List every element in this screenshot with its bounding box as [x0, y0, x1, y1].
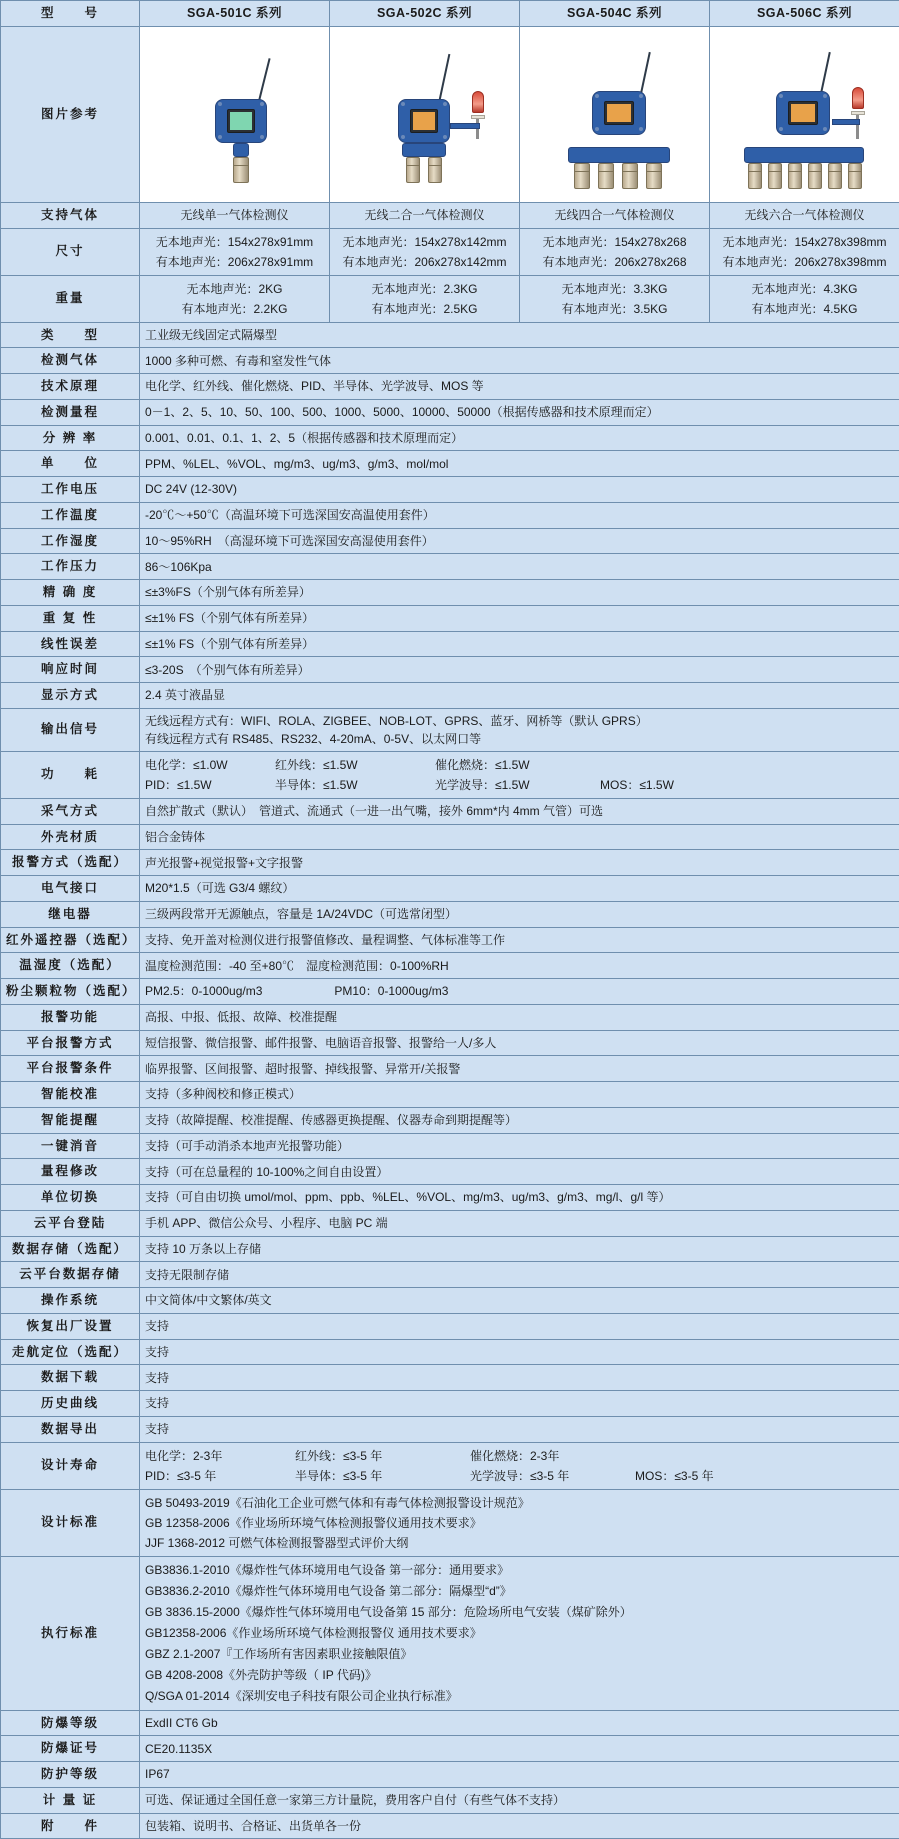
table-row-temp-humidity-option [1, 953, 899, 979]
life-infrared: 红外线：≤3-5 年 [295, 1447, 470, 1465]
table-row-data-export [1, 1416, 899, 1442]
dimensions-3-line1: 无本地声光：154x278x268 [525, 232, 704, 252]
row-label-pressure: 工作压力 [1, 554, 140, 580]
row-label-response-time: 响应时间 [1, 657, 140, 683]
sensor-manifold [402, 143, 446, 157]
row-value-one-key-mute: 支持（可手动消杀本地声光报警功能） [140, 1133, 899, 1159]
six-gas-detector-illustration [710, 27, 899, 202]
row-label-detected-gas: 检测气体 [1, 348, 140, 374]
row-label-platform-alarm-condition: 平台报警条件 [1, 1056, 140, 1082]
dimensions-1-line2: 有本地声光：206x278x91mm [145, 252, 324, 272]
beacon-pole [476, 119, 479, 139]
table-row-technology [1, 374, 899, 400]
row-value-cloud-storage: 支持无限制存储 [140, 1262, 899, 1288]
row-label-accessories: 附 件 [1, 1813, 140, 1839]
gas-sensor-probe [233, 157, 249, 183]
row-label-temp-humidity-option: 温湿度（选配） [1, 953, 140, 979]
row-value-output-signal [140, 708, 899, 751]
weight-3-line2: 有本地声光：3.5KG [525, 299, 704, 319]
weight-2 [330, 275, 520, 322]
table-row-accessories [1, 1813, 899, 1839]
execution-standard-item: GB 4208-2008《外壳防护等级（ IP 代码)》 [145, 1665, 894, 1686]
weight-2-line1: 无本地声光：2.3KG [335, 279, 514, 299]
row-value-housing-material: 铝合金铸体 [140, 824, 899, 850]
gas-sensor-probe [748, 163, 762, 189]
row-value-alarm-function: 高报、中报、低报、故障、校准提醒 [140, 1004, 899, 1030]
row-value-power [140, 751, 899, 798]
table-row-unit-switch [1, 1185, 899, 1211]
row-value-ex-rating: ExdII CT6 Gb [140, 1710, 899, 1736]
gas-sensor-probe [768, 163, 782, 189]
sensor-manifold [233, 143, 249, 157]
bolt-icon [595, 127, 599, 131]
row-value-technology: 电化学、红外线、催化燃烧、PID、半导体、光学波导、MOS 等 [140, 374, 899, 400]
model-col-3: SGA-504C 系列 [520, 1, 710, 27]
gas-sensor-probe [828, 163, 842, 189]
table-row-alarm-function [1, 1004, 899, 1030]
model-col-4: SGA-506C 系列 [710, 1, 899, 27]
row-value-data-download: 支持 [140, 1365, 899, 1391]
bolt-icon [218, 102, 222, 106]
row-label-output-signal: 输出信号 [1, 708, 140, 751]
row-label-linearity: 线性误差 [1, 631, 140, 657]
power-infrared: 红外线：≤1.5W [275, 756, 435, 774]
row-value-factory-reset: 支持 [140, 1313, 899, 1339]
row-label-factory-reset: 恢复出厂设置 [1, 1313, 140, 1339]
row-label-technology: 技术原理 [1, 374, 140, 400]
row-label-ex-certificate: 防爆证号 [1, 1736, 140, 1762]
table-row-dimensions [1, 228, 899, 275]
row-label-model: 型 号 [1, 1, 140, 27]
supported-gas-1: 无线单一气体检测仪 [140, 202, 330, 228]
row-value-design-standard [140, 1489, 899, 1556]
supported-gas-3: 无线四合一气体检测仪 [520, 202, 710, 228]
weight-1-line2: 有本地声光：2.2KG [145, 299, 324, 319]
life-semiconductor: 半导体：≤3-5 年 [295, 1467, 470, 1485]
table-row-smart-reminder [1, 1107, 899, 1133]
row-label-temperature: 工作温度 [1, 502, 140, 528]
weight-3-line1: 无本地声光：3.3KG [525, 279, 704, 299]
table-row-range-modification [1, 1159, 899, 1185]
table-row-pressure [1, 554, 899, 580]
row-label-execution-standard: 执行标准 [1, 1556, 140, 1710]
row-value-accessories: 包装箱、说明书、合格证、出货单各一份 [140, 1813, 899, 1839]
dimensions-2-line1: 无本地声光：154x278x142mm [335, 232, 514, 252]
antenna-icon [257, 58, 271, 105]
table-row-cloud-storage [1, 1262, 899, 1288]
row-value-platform-alarm-condition: 临界报警、区间报警、超时报警、掉线报警、异常开/关报警 [140, 1056, 899, 1082]
row-label-operating-system: 操作系统 [1, 1288, 140, 1314]
table-row-alarm-mode [1, 850, 899, 876]
row-value-display: 2.4 英寸液晶显 [140, 683, 899, 709]
table-row-cloud-login [1, 1210, 899, 1236]
beacon-base [851, 111, 865, 115]
gas-sensor-probe [622, 163, 638, 189]
table-row-design-life [1, 1442, 899, 1489]
bolt-icon [260, 135, 264, 139]
row-value-smart-reminder: 支持（故障提醒、校准提醒、传感器更换提醒、仪器寿命到期提醒等） [140, 1107, 899, 1133]
row-label-unit: 单 位 [1, 451, 140, 477]
row-value-data-storage: 支持 10 万条以上存储 [140, 1236, 899, 1262]
alarm-beacon-icon [472, 91, 484, 113]
bolt-icon [639, 94, 643, 98]
dimensions-3-line2: 有本地声光：206x278x268 [525, 252, 704, 272]
supported-gas-4: 无线六合一气体检测仪 [710, 202, 899, 228]
beacon-base [471, 115, 485, 119]
row-label-repeatability: 重 复 性 [1, 605, 140, 631]
sensor-manifold [568, 147, 670, 163]
table-row-voltage [1, 477, 899, 503]
table-row-resolution [1, 425, 899, 451]
row-value-unit-switch: 支持（可自由切换 umol/mol、ppm、ppb、%LEL、%VOL、mg/m3、ug/m3、g/m3、mg/l、g/l 等） [140, 1185, 899, 1211]
row-value-smart-calibration: 支持（多种阀校和修正模式） [140, 1082, 899, 1108]
execution-standard-item: GB 3836.15-2000《爆炸性气体环境用电气设备第 15 部分：危险场所电气安装（煤矿除外） [145, 1602, 894, 1623]
life-pid: PID：≤3-5 年 [145, 1467, 295, 1485]
single-gas-detector-illustration [140, 27, 329, 202]
row-label-range-modification: 量程修改 [1, 1159, 140, 1185]
mounting-bracket [450, 123, 480, 129]
table-row-factory-reset [1, 1313, 899, 1339]
row-value-platform-alarm-mode: 短信报警、微信报警、邮件报警、电脑语音报警、报警给一人/多人 [140, 1030, 899, 1056]
table-row-response-time [1, 657, 899, 683]
row-value-cloud-login: 手机 APP、微信公众号、小程序、电脑 PC 端 [140, 1210, 899, 1236]
table-row-display [1, 683, 899, 709]
row-label-unit-switch: 单位切换 [1, 1185, 140, 1211]
row-label-humidity: 工作湿度 [1, 528, 140, 554]
table-row-ex-rating [1, 1710, 899, 1736]
output-signal-wireless: 无线远程方式有：WIFI、ROLA、ZIGBEE、NOB-LOT、GPRS、蓝牙、网桥等（默认 GPRS） [145, 712, 894, 730]
mounting-bracket [832, 119, 860, 125]
model-col-2: SGA-502C 系列 [330, 1, 520, 27]
execution-standard-item: Q/SGA 01-2014《深圳安电子科技有限公司企业执行标准》 [145, 1686, 894, 1707]
device-image-cell-4 [710, 26, 899, 202]
output-signal-wired: 有线远程方式有 RS485、RS232、4-20mA、0-5V、以太网口等 [145, 730, 894, 748]
row-value-metering-certificate: 可选、保证通过全国任意一家第三方计量院，费用客户自付（有些气体不支持） [140, 1787, 899, 1813]
row-label-dimensions: 尺寸 [1, 228, 140, 275]
row-value-accuracy: ≤±3%FS（个别气体有所差异） [140, 580, 899, 606]
execution-standard-item: GB3836.1-2010《爆炸性气体环境用电气设备 第一部分：通用要求》 [145, 1560, 894, 1581]
row-label-smart-reminder: 智能提醒 [1, 1107, 140, 1133]
table-row-relay [1, 901, 899, 927]
table-row-operating-system [1, 1288, 899, 1314]
row-value-electrical-interface: M20*1.5（可选 G3/4 螺纹） [140, 876, 899, 902]
table-row-weight [1, 275, 899, 322]
power-catalytic: 催化燃烧：≤1.5W [435, 756, 530, 774]
gas-sensor-probe [848, 163, 862, 189]
table-row-dust-option [1, 979, 899, 1005]
row-label-sampling: 采气方式 [1, 798, 140, 824]
bolt-icon [260, 102, 264, 106]
row-value-alarm-mode: 声光报警+视觉报警+文字报警 [140, 850, 899, 876]
lcd-screen [788, 101, 818, 125]
life-electrochemical: 电化学：2-3年 [145, 1447, 295, 1465]
life-catalytic: 催化燃烧：2-3年 [470, 1447, 559, 1465]
row-label-mobile-positioning: 走航定位（选配） [1, 1339, 140, 1365]
weight-2-line2: 有本地声光：2.5KG [335, 299, 514, 319]
row-value-range: 0－1、2、5、10、50、100、500、1000、5000、10000、50000（根据传感器和技术原理而定） [140, 399, 899, 425]
row-value-range-modification: 支持（可在总量程的 10-100%之间自由设置） [140, 1159, 899, 1185]
weight-4-line2: 有本地声光：4.5KG [715, 299, 894, 319]
table-row-range [1, 399, 899, 425]
table-row-platform-alarm-mode [1, 1030, 899, 1056]
life-mos: MOS：≤3-5 年 [635, 1467, 714, 1485]
table-row-ir-remote [1, 927, 899, 953]
bolt-icon [595, 94, 599, 98]
row-label-smart-calibration: 智能校准 [1, 1082, 140, 1108]
dimensions-2-line2: 有本地声光：206x278x142mm [335, 252, 514, 272]
row-value-ip-rating: IP67 [140, 1762, 899, 1788]
row-label-design-life: 设计寿命 [1, 1442, 140, 1489]
row-label-supported-gas: 支持气体 [1, 202, 140, 228]
device-image-cell-2 [330, 26, 520, 202]
table-row-image-reference [1, 26, 899, 202]
gas-sensor-probe [646, 163, 662, 189]
table-row-temperature [1, 502, 899, 528]
row-value-resolution: 0.001、0.01、0.1、1、2、5（根据传感器和技术原理而定） [140, 425, 899, 451]
table-row-metering-certificate [1, 1787, 899, 1813]
table-row-electrical-interface [1, 876, 899, 902]
weight-1-line1: 无本地声光：2KG [145, 279, 324, 299]
row-value-detected-gas: 1000 多种可燃、有毒和窒发性气体 [140, 348, 899, 374]
row-label-alarm-mode: 报警方式（选配） [1, 850, 140, 876]
bolt-icon [401, 135, 405, 139]
row-value-data-export: 支持 [140, 1416, 899, 1442]
row-label-dust-option: 粉尘颗粒物（选配） [1, 979, 140, 1005]
supported-gas-2: 无线二合一气体检测仪 [330, 202, 520, 228]
table-row-one-key-mute [1, 1133, 899, 1159]
design-standard-item: GB 50493-2019《石油化工企业可燃气体和有毒气体检测报警设计规范》 [145, 1493, 894, 1513]
row-value-response-time: ≤3-20S （个别气体有所差异） [140, 657, 899, 683]
row-value-temperature: -20℃～+50℃（高温环境下可选深国安高温使用套件） [140, 502, 899, 528]
power-optical: 光学波导：≤1.5W [435, 776, 600, 794]
row-value-humidity: 10～95%RH （高湿环境下可选深国安高湿使用套件） [140, 528, 899, 554]
device-image-cell-3 [520, 26, 710, 202]
power-mos: MOS：≤1.5W [600, 776, 674, 794]
quad-gas-detector-illustration [520, 27, 709, 202]
row-label-ir-remote: 红外遥控器（选配） [1, 927, 140, 953]
row-label-accuracy: 精 确 度 [1, 580, 140, 606]
table-row-power [1, 751, 899, 798]
execution-standard-item: GB12358-2006《作业场所环境气体检测报警仪 通用技术要求》 [145, 1623, 894, 1644]
table-row-supported-gas [1, 202, 899, 228]
power-pid: PID：≤1.5W [145, 776, 275, 794]
row-value-design-life [140, 1442, 899, 1489]
dimensions-3 [520, 228, 710, 275]
row-label-history-curve: 历史曲线 [1, 1391, 140, 1417]
row-label-resolution: 分 辨 率 [1, 425, 140, 451]
power-line-2 [145, 775, 894, 795]
table-row-data-download [1, 1365, 899, 1391]
row-value-pressure: 86～106Kpa [140, 554, 899, 580]
row-label-ex-rating: 防爆等级 [1, 1710, 140, 1736]
weight-1 [140, 275, 330, 322]
gas-sensor-probe [574, 163, 590, 189]
table-row-repeatability [1, 605, 899, 631]
execution-standard-item: GB3836.2-2010《爆炸性气体环境用电气设备 第二部分：隔爆型“d”》 [145, 1581, 894, 1602]
table-row-type [1, 322, 899, 348]
dimensions-2 [330, 228, 520, 275]
sensor-manifold [744, 147, 864, 163]
table-row-accuracy [1, 580, 899, 606]
row-label-housing-material: 外壳材质 [1, 824, 140, 850]
row-label-data-download: 数据下载 [1, 1365, 140, 1391]
bolt-icon [218, 135, 222, 139]
lcd-screen [604, 101, 634, 125]
row-label-platform-alarm-mode: 平台报警方式 [1, 1030, 140, 1056]
gas-sensor-probe [788, 163, 802, 189]
execution-standard-item: GBZ 2.1-2007『工作场所有害因素职业接触限值》 [145, 1644, 894, 1665]
table-row-housing-material [1, 824, 899, 850]
table-row-detected-gas [1, 348, 899, 374]
row-value-relay: 三级两段常开无源触点，容量是 1A/24VDC（可选常闭型） [140, 901, 899, 927]
row-value-linearity: ≤±1% FS（个别气体有所差异） [140, 631, 899, 657]
table-row-mobile-positioning [1, 1339, 899, 1365]
device-image-cell-1 [140, 26, 330, 202]
row-value-temp-humidity-option: 温度检测范围：-40 至+80℃ 湿度检测范围：0-100%RH [140, 953, 899, 979]
bolt-icon [443, 135, 447, 139]
dimensions-4 [710, 228, 899, 275]
row-label-weight: 重量 [1, 275, 140, 322]
lcd-screen [227, 109, 255, 133]
row-label-cloud-login: 云平台登陆 [1, 1210, 140, 1236]
row-label-metering-certificate: 计 量 证 [1, 1787, 140, 1813]
dimensions-1-line1: 无本地声光：154x278x91mm [145, 232, 324, 252]
dual-gas-detector-illustration [330, 27, 519, 202]
life-optical: 光学波导：≤3-5 年 [470, 1467, 635, 1485]
dimensions-4-line2: 有本地声光：206x278x398mm [715, 252, 894, 272]
row-value-ir-remote: 支持、免开盖对检测仪进行报警值修改、量程调整、气体标准等工作 [140, 927, 899, 953]
table-row-ip-rating [1, 1762, 899, 1788]
table-row-execution-standard [1, 1556, 899, 1710]
row-value-unit: PPM、%LEL、%VOL、mg/m3、ug/m3、g/m3、mol/mol [140, 451, 899, 477]
row-value-type: 工业级无线固定式隔爆型 [140, 322, 899, 348]
table-row-smart-calibration [1, 1082, 899, 1108]
design-standard-item: GB 12358-2006《作业场所环境气体检测报警仪通用技术要求》 [145, 1513, 894, 1533]
weight-4-line1: 无本地声光：4.3KG [715, 279, 894, 299]
row-label-one-key-mute: 一键消音 [1, 1133, 140, 1159]
bolt-icon [823, 127, 827, 131]
row-value-mobile-positioning: 支持 [140, 1339, 899, 1365]
design-standard-item: JJF 1368-2012 可燃气体检测报警器型式评价大纲 [145, 1533, 894, 1553]
table-row-sampling [1, 798, 899, 824]
row-label-cloud-storage: 云平台数据存储 [1, 1262, 140, 1288]
bolt-icon [401, 102, 405, 106]
row-value-voltage: DC 24V (12-30V) [140, 477, 899, 503]
table-row-ex-certificate [1, 1736, 899, 1762]
table-row-output-signal [1, 708, 899, 751]
row-value-dust-option: PM2.5：0-1000ug/m3 PM10：0-1000ug/m3 [140, 979, 899, 1005]
bolt-icon [639, 127, 643, 131]
table-row-history-curve [1, 1391, 899, 1417]
table-row-data-storage [1, 1236, 899, 1262]
row-value-repeatability: ≤±1% FS（个别气体有所差异） [140, 605, 899, 631]
design-life-line-2 [145, 1466, 894, 1486]
table-row-humidity [1, 528, 899, 554]
row-label-ip-rating: 防护等级 [1, 1762, 140, 1788]
bolt-icon [823, 94, 827, 98]
row-label-data-export: 数据导出 [1, 1416, 140, 1442]
dimensions-4-line1: 无本地声光：154x278x398mm [715, 232, 894, 252]
power-electrochemical: 电化学：≤1.0W [145, 756, 275, 774]
row-value-operating-system: 中文简体/中文繁体/英文 [140, 1288, 899, 1314]
weight-4 [710, 275, 899, 322]
dimensions-1 [140, 228, 330, 275]
row-value-history-curve: 支持 [140, 1391, 899, 1417]
model-col-1: SGA-501C 系列 [140, 1, 330, 27]
row-label-type: 类 型 [1, 322, 140, 348]
row-value-ex-certificate: CE20.1135X [140, 1736, 899, 1762]
design-life-line-1 [145, 1446, 894, 1466]
table-row-header [1, 1, 899, 27]
gas-sensor-probe [598, 163, 614, 189]
alarm-beacon-icon [852, 87, 864, 109]
row-label-electrical-interface: 电气接口 [1, 876, 140, 902]
row-label-image-reference: 图片参考 [1, 26, 140, 202]
row-label-voltage: 工作电压 [1, 477, 140, 503]
table-row-linearity [1, 631, 899, 657]
bolt-icon [779, 127, 783, 131]
row-value-execution-standard [140, 1556, 899, 1710]
power-line-1 [145, 755, 894, 775]
row-label-display: 显示方式 [1, 683, 140, 709]
row-label-relay: 继电器 [1, 901, 140, 927]
row-value-sampling: 自然扩散式（默认） 管道式、流通式（一进一出气嘴，接外 6mm*内 4mm 气管）可选 [140, 798, 899, 824]
row-label-power: 功 耗 [1, 751, 140, 798]
lcd-screen [410, 109, 438, 133]
gas-sensor-probe [428, 157, 442, 183]
row-label-design-standard: 设计标准 [1, 1489, 140, 1556]
gas-sensor-probe [406, 157, 420, 183]
row-label-range: 检测量程 [1, 399, 140, 425]
bolt-icon [779, 94, 783, 98]
table-row-platform-alarm-condition [1, 1056, 899, 1082]
weight-3 [520, 275, 710, 322]
table-row-unit [1, 451, 899, 477]
gas-sensor-probe [808, 163, 822, 189]
row-label-data-storage: 数据存储（选配） [1, 1236, 140, 1262]
row-label-alarm-function: 报警功能 [1, 1004, 140, 1030]
table-row-design-standard [1, 1489, 899, 1556]
bolt-icon [443, 102, 447, 106]
power-semiconductor: 半导体：≤1.5W [275, 776, 435, 794]
antenna-icon [438, 54, 450, 103]
